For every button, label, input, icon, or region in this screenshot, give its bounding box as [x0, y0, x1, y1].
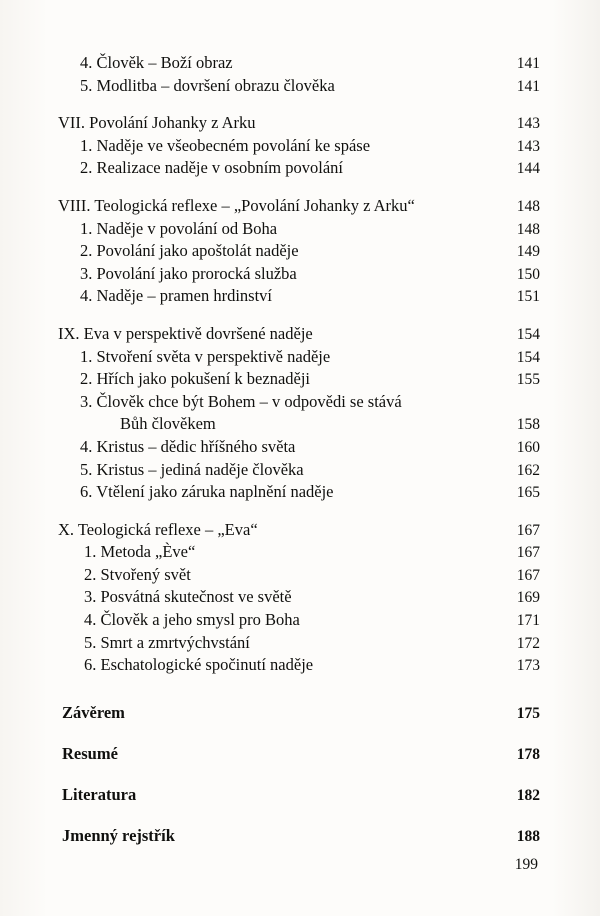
toc-entry-label: 6. Eschatologické spočinutí naděje: [84, 655, 314, 675]
toc-entry[interactable]: [58, 240, 540, 263]
toc-entry-page-number: 149: [516, 243, 540, 261]
toc-entry-label: 2. Hřích jako pokušení k beznaději: [80, 369, 311, 389]
toc-entry-page-number: 171: [516, 612, 540, 630]
toc-entry-page-number: 143: [516, 115, 540, 133]
toc-entry-label: 5. Modlitba – dovršení obrazu člověka: [80, 75, 335, 95]
toc-entry-page-number: 167: [516, 544, 540, 562]
toc-entry[interactable]: [58, 541, 540, 564]
toc-entry-page-number: 167: [516, 566, 540, 584]
toc-entry-label: 6. Vtělení jako záruka naplnění naděje: [80, 482, 334, 502]
table-of-contents: [58, 52, 540, 867]
toc-entry[interactable]: [58, 391, 540, 414]
back-matter-page-number: 178: [516, 745, 540, 763]
toc-entry[interactable]: [58, 632, 540, 655]
toc-entry[interactable]: [58, 459, 540, 482]
toc-entry-page-number: 148: [516, 197, 540, 215]
back-matter-entry[interactable]: [58, 826, 540, 846]
toc-entry-page-number: 172: [516, 634, 540, 652]
toc-entry-label: 1. Naděje v povolání od Boha: [80, 218, 278, 238]
toc-entry[interactable]: [58, 52, 540, 75]
toc-entry-label: VIII. Teologická reflexe – „Povolání Johanky z Arku“: [58, 195, 415, 215]
toc-group: [58, 195, 540, 308]
toc-entry-label: 4. Naděje – pramen hrdinství: [80, 286, 272, 306]
toc-entry-page-number: 165: [516, 484, 540, 502]
toc-entry-label: 1. Naděje ve všeobecném povolání ke spáse: [80, 135, 371, 155]
back-matter-page-number: 188: [516, 827, 540, 845]
back-matter-label: Závěrem: [62, 702, 125, 722]
toc-entry[interactable]: [58, 323, 540, 346]
toc-entry-page-number: 154: [516, 325, 540, 343]
toc-entry-page-number: 155: [516, 371, 540, 389]
toc-entry-page-number: 173: [516, 657, 540, 675]
toc-entry-label: Bůh člověkem: [120, 414, 216, 434]
toc-entry[interactable]: [58, 135, 540, 158]
toc-entry-label: 3. Člověk chce být Bohem – v odpovědi se stává: [80, 391, 402, 411]
toc-entry-page-number: 158: [516, 416, 540, 434]
toc-entry-label: IX. Eva v perspektivě dovršené naděje: [58, 323, 313, 343]
toc-entry[interactable]: [58, 481, 540, 504]
toc-entry-label: 3. Povolání jako prorocká služba: [80, 263, 297, 283]
back-matter-page-number: 175: [516, 704, 540, 722]
back-matter-list: [58, 703, 540, 846]
toc-entry-label: 2. Stvořený svět: [84, 564, 191, 584]
toc-entry-label: 3. Posvátná skutečnost ve světě: [84, 587, 292, 607]
toc-entry[interactable]: [58, 436, 540, 459]
back-matter-label: Resumé: [62, 743, 118, 763]
back-matter-label: Literatura: [62, 784, 137, 804]
toc-entry-page-number: 167: [516, 521, 540, 539]
toc-entry[interactable]: [58, 586, 540, 609]
toc-entry[interactable]: [58, 263, 540, 286]
toc-entry[interactable]: [58, 413, 540, 436]
toc-entry-label: 4. Člověk a jeho smysl pro Boha: [84, 610, 300, 630]
toc-entry-page-number: 162: [516, 461, 540, 479]
back-matter-entry[interactable]: [58, 785, 540, 805]
toc-entry[interactable]: [58, 346, 540, 369]
toc-entry-label: 4. Člověk – Boží obraz: [80, 53, 233, 72]
toc-entry-label: 1. Metoda „Ève“: [84, 542, 196, 562]
toc-entry-label: 5. Kristus – jediná naděje člověka: [80, 459, 304, 479]
toc-entry[interactable]: [58, 285, 540, 308]
toc-entry-page-number: 141: [516, 55, 540, 72]
toc-entry-label: 4. Kristus – dědic hříšného světa: [80, 436, 296, 456]
toc-entry-page-number: 144: [516, 160, 540, 178]
toc-entry-page-number: 141: [516, 77, 540, 95]
back-matter-label: Jmenný rejstřík: [62, 825, 175, 845]
toc-entry[interactable]: [58, 519, 540, 542]
toc-entry[interactable]: [58, 609, 540, 632]
toc-entry-page-number: 154: [516, 348, 540, 366]
toc-entry-page-number: 150: [516, 265, 540, 283]
back-matter-entry[interactable]: [58, 744, 540, 764]
toc-entry-label: 2. Povolání jako apoštolát naděje: [80, 241, 299, 261]
toc-group: [58, 52, 540, 97]
toc-entry[interactable]: [58, 157, 540, 180]
page-folio-number: 199: [514, 856, 538, 873]
toc-entry-page-number: 169: [516, 589, 540, 607]
toc-entry-label: X. Teologická reflexe – „Eva“: [58, 519, 258, 539]
toc-entry-label: 5. Smrt a zmrtvýchvstání: [84, 632, 250, 652]
toc-entry-page-number: 143: [516, 137, 540, 155]
toc-entry[interactable]: [58, 75, 540, 98]
back-matter-entry[interactable]: [58, 703, 540, 723]
toc-entry[interactable]: [58, 564, 540, 587]
toc-entry-label: 1. Stvoření světa v perspektivě naděje: [80, 346, 331, 366]
back-matter-page-number: 182: [516, 786, 540, 804]
toc-group: [58, 323, 540, 504]
toc-entry[interactable]: [58, 368, 540, 391]
toc-entry-page-number: 148: [516, 220, 540, 238]
toc-entry-page-number: 151: [516, 288, 540, 306]
toc-entry[interactable]: [58, 654, 540, 677]
toc-entry[interactable]: [58, 112, 540, 135]
toc-group: [58, 112, 540, 180]
toc-group: [58, 519, 540, 677]
toc-entry-label: 2. Realizace naděje v osobním povolání: [80, 158, 344, 178]
toc-entry[interactable]: [58, 218, 540, 241]
toc-entry-label: VII. Povolání Johanky z Arku: [58, 113, 256, 133]
toc-entry[interactable]: [58, 195, 540, 218]
toc-entry-page-number: 160: [516, 438, 540, 456]
